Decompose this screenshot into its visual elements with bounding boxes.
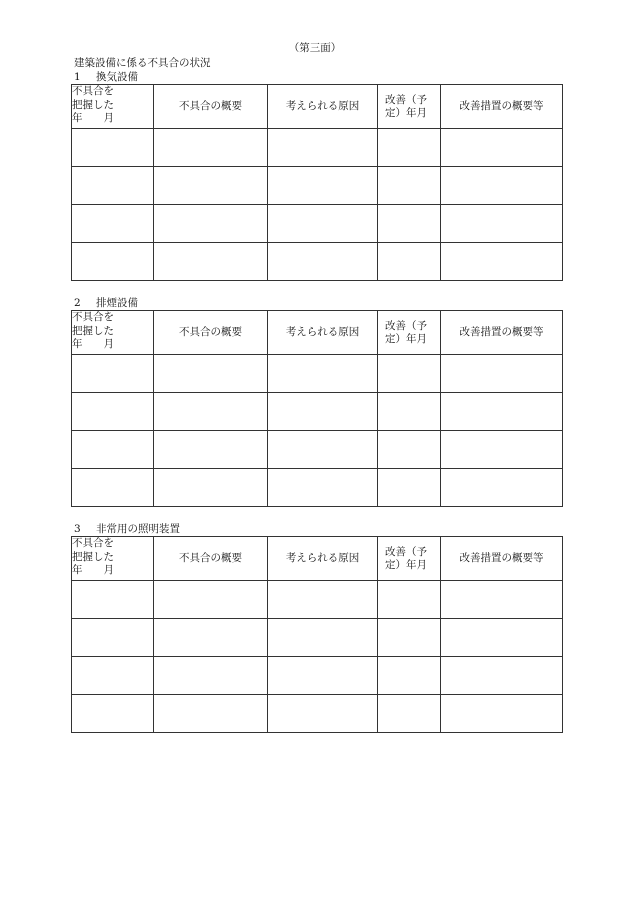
table-row (72, 469, 563, 507)
cell-plan-date[interactable] (378, 355, 441, 393)
cell-measures[interactable] (441, 581, 563, 619)
cell-plan-date[interactable] (378, 129, 441, 167)
cell-date[interactable] (72, 469, 154, 507)
column-header-measures: 改善措置の概要等 (441, 537, 563, 581)
table-row (72, 581, 563, 619)
column-header-cause: 考えられる原因 (268, 537, 378, 581)
cell-cause[interactable] (268, 657, 378, 695)
cell-plan-date[interactable] (378, 205, 441, 243)
section-heading-smoke-exhaust (74, 297, 138, 309)
cell-cause[interactable] (268, 129, 378, 167)
table-header-row (72, 311, 563, 355)
defect-table-emergency-lighting (71, 536, 563, 733)
cell-summary[interactable] (154, 431, 268, 469)
table-row (72, 619, 563, 657)
column-header-summary: 不具合の概要 (154, 311, 268, 355)
cell-date[interactable] (72, 393, 154, 431)
table-row (72, 695, 563, 733)
cell-measures[interactable] (441, 695, 563, 733)
cell-measures[interactable] (441, 431, 563, 469)
table-row (72, 393, 563, 431)
cell-plan-date[interactable] (378, 657, 441, 695)
column-header-plan-line2: 定）年月 (385, 332, 427, 345)
column-header-plan-date (378, 311, 441, 355)
column-header-plan-line1: 改善（予 (385, 319, 427, 332)
cell-date[interactable] (72, 167, 154, 205)
column-header-date-line2: 把握した (72, 324, 114, 337)
table-row (72, 657, 563, 695)
cell-cause[interactable] (268, 431, 378, 469)
cell-summary[interactable] (154, 355, 268, 393)
cell-cause[interactable] (268, 695, 378, 733)
cell-summary[interactable] (154, 393, 268, 431)
cell-date[interactable] (72, 129, 154, 167)
cell-plan-date[interactable] (378, 243, 441, 281)
cell-date[interactable] (72, 355, 154, 393)
cell-cause[interactable] (268, 167, 378, 205)
cell-plan-date[interactable] (378, 431, 441, 469)
column-header-plan-line1: 改善（予 (385, 545, 427, 558)
cell-date[interactable] (72, 431, 154, 469)
section-title: 排煙設備 (96, 297, 138, 309)
column-header-date-line1: 不具合を (72, 85, 114, 97)
cell-measures[interactable] (441, 619, 563, 657)
cell-summary[interactable] (154, 129, 268, 167)
cell-summary[interactable] (154, 469, 268, 507)
cell-plan-date[interactable] (378, 695, 441, 733)
section-number: 1 (74, 71, 81, 83)
section-heading-ventilation (74, 71, 138, 83)
cell-summary[interactable] (154, 243, 268, 281)
cell-measures[interactable] (441, 129, 563, 167)
cell-summary[interactable] (154, 695, 268, 733)
defect-table-ventilation (71, 84, 563, 281)
document-title: 建築設備に係る不具合の状況 (74, 57, 211, 69)
table-header-row (72, 537, 563, 581)
column-header-plan-line2: 定）年月 (385, 106, 427, 119)
column-header-plan-line2: 定）年月 (385, 558, 427, 571)
cell-plan-date[interactable] (378, 469, 441, 507)
cell-plan-date[interactable] (378, 619, 441, 657)
cell-cause[interactable] (268, 243, 378, 281)
column-header-date-line1: 不具合を (72, 537, 114, 549)
cell-date[interactable] (72, 657, 154, 695)
column-header-summary: 不具合の概要 (154, 85, 268, 129)
cell-summary[interactable] (154, 619, 268, 657)
column-header-date (72, 537, 154, 581)
cell-cause[interactable] (268, 393, 378, 431)
column-header-date-line3: 年 月 (72, 564, 114, 576)
section-title: 換気設備 (96, 71, 138, 83)
cell-summary[interactable] (154, 657, 268, 695)
cell-date[interactable] (72, 581, 154, 619)
column-header-date (72, 311, 154, 355)
table-row (72, 167, 563, 205)
cell-plan-date[interactable] (378, 581, 441, 619)
cell-summary[interactable] (154, 581, 268, 619)
cell-cause[interactable] (268, 469, 378, 507)
table-row (72, 355, 563, 393)
column-header-date-line3: 年 月 (72, 112, 114, 124)
cell-cause[interactable] (268, 581, 378, 619)
column-header-date-line2: 把握した (72, 550, 114, 563)
section-number: 3 (74, 523, 81, 535)
table-header-row (72, 85, 563, 129)
section-number: 2 (74, 297, 81, 309)
cell-plan-date[interactable] (378, 393, 441, 431)
cell-cause[interactable] (268, 205, 378, 243)
section-title: 非常用の照明装置 (96, 523, 180, 535)
cell-cause[interactable] (268, 619, 378, 657)
cell-date[interactable] (72, 695, 154, 733)
column-header-date-line1: 不具合を (72, 311, 114, 323)
page-heading: （第三面） (288, 42, 342, 54)
cell-summary[interactable] (154, 205, 268, 243)
cell-measures[interactable] (441, 355, 563, 393)
column-header-plan-date (378, 85, 441, 129)
cell-date[interactable] (72, 243, 154, 281)
column-header-summary: 不具合の概要 (154, 537, 268, 581)
section-heading-emergency-lighting (74, 523, 180, 535)
cell-measures[interactable] (441, 469, 563, 507)
column-header-plan-line1: 改善（予 (385, 93, 427, 106)
table-row (72, 129, 563, 167)
table-row (72, 205, 563, 243)
column-header-date (72, 85, 154, 129)
defect-table-smoke-exhaust (71, 310, 563, 507)
cell-summary[interactable] (154, 167, 268, 205)
column-header-date-line2: 把握した (72, 98, 114, 111)
cell-date[interactable] (72, 205, 154, 243)
cell-measures[interactable] (441, 393, 563, 431)
cell-measures[interactable] (441, 205, 563, 243)
cell-measures[interactable] (441, 167, 563, 205)
cell-measures[interactable] (441, 243, 563, 281)
column-header-cause: 考えられる原因 (268, 85, 378, 129)
table-row (72, 243, 563, 281)
cell-cause[interactable] (268, 355, 378, 393)
column-header-measures: 改善措置の概要等 (441, 85, 563, 129)
column-header-measures: 改善措置の概要等 (441, 311, 563, 355)
cell-measures[interactable] (441, 657, 563, 695)
column-header-plan-date (378, 537, 441, 581)
cell-date[interactable] (72, 619, 154, 657)
table-row (72, 431, 563, 469)
column-header-date-line3: 年 月 (72, 338, 114, 350)
column-header-cause: 考えられる原因 (268, 311, 378, 355)
cell-plan-date[interactable] (378, 167, 441, 205)
